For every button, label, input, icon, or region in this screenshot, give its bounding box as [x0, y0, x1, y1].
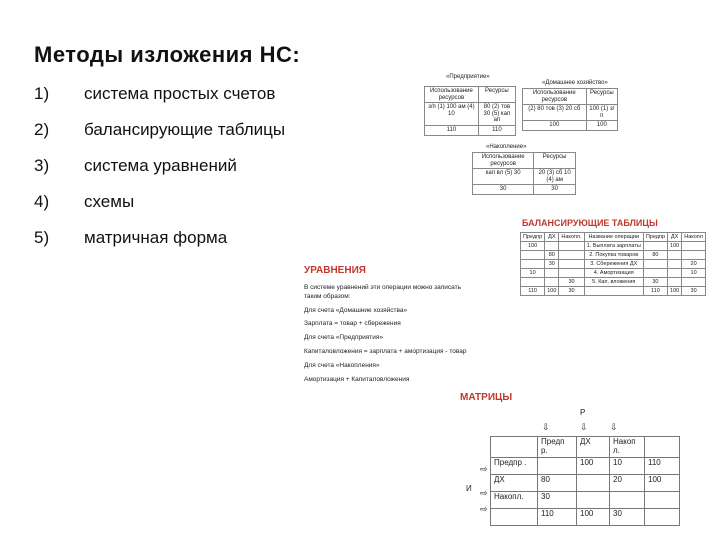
- table-row: ДХ 80 20 100: [491, 474, 680, 491]
- equations-heading: УРАВНЕНИЯ: [304, 265, 366, 276]
- balance-table: Предпр ДХ Накопл. Название операции Предпр ДХ Накопл 100 1. Выплата зарплаты 100 80 2. Покупка товаров 80 30 3. Сбережения ДХ 20 10 4. Амортизация 10 30 5. Кап. вложения 30 110 100 30 110 100 30: [520, 232, 706, 296]
- equations-thumbnail: УРАВНЕНИЯ В системе уравнений эти операции можно записать таким образом: Для счета «Домашние хозяйства» Зарплата = товар + сбережения Для счета «Предприятия» Капиталовложения = зарплата + амортизация - товар Для счета «Накопления» Амортизация + Капиталовложения: [304, 265, 514, 383]
- matrix-heading: МАТРИЦЫ: [460, 392, 513, 403]
- table-row: 80 2. Покупка товаров 80: [521, 251, 706, 260]
- slide-title: Методы изложения НС:: [34, 42, 301, 67]
- arrow-right-icon: ⇨: [480, 504, 488, 514]
- accounts-thumbnail: «Предприятие» «Домашнее хозяйство» Использование ресурсов Ресурсы з/п (1) 100 ам (4) 10 80 (2) тов 30 (5) кап ап 110 110 Использование ресурсов Ресурсы (2) 80 тов (3) 20 сб 100 (1) з/п 100 100 «Накопление» Использование ресурсов Ресурсы кап вл (5) 30 20 (3) сб 10 (4) ам 30 30: [424, 74, 620, 204]
- arrow-down-icon: ⇩: [580, 422, 588, 432]
- matrix-side-label: И: [466, 484, 472, 493]
- table-row: 110 100 30: [491, 508, 680, 525]
- table-row: 10 4. Амортизация 10: [521, 269, 706, 278]
- table-row: Предпр . 100 10 110: [491, 457, 680, 474]
- matrix-thumbnail: [460, 392, 720, 540]
- table-row: 30 3. Сбережения ДХ 20: [521, 260, 706, 269]
- enterprise-account-table: Использование ресурсов Ресурсы з/п (1) 100 ам (4) 10 80 (2) тов 30 (5) кап ап 110 110: [424, 86, 516, 136]
- table-row: 110 100 30 110 100 30: [521, 287, 706, 296]
- savings-account-table: Использование ресурсов Ресурсы кап вл (5) 30 20 (3) сб 10 (4) ам 30 30: [472, 152, 576, 195]
- table-row: 100 1. Выплата зарплаты 100: [521, 242, 706, 251]
- matrix-top-label: Р: [580, 408, 586, 417]
- table-row: Накопл. 30: [491, 491, 680, 508]
- table-row: 30 5. Кап. вложения 30: [521, 278, 706, 287]
- balance-thumbnail: [516, 218, 710, 353]
- matrix-table: Предп р. ДХ Накоп л. Предпр . 100 10 110 ДХ 80 20 100 Накопл. 30 110 100 30: [490, 436, 680, 526]
- household-account-table: Использование ресурсов Ресурсы (2) 80 тов (3) 20 сб 100 (1) з/п 100 100: [522, 88, 618, 131]
- arrow-right-icon: ⇨: [480, 488, 488, 498]
- arrow-down-icon: ⇩: [542, 422, 550, 432]
- balance-heading: БАЛАНСИРУЮЩИЕ ТАБЛИЦЫ: [522, 218, 658, 228]
- arrow-down-icon: ⇩: [610, 422, 618, 432]
- arrow-right-icon: ⇨: [480, 464, 488, 474]
